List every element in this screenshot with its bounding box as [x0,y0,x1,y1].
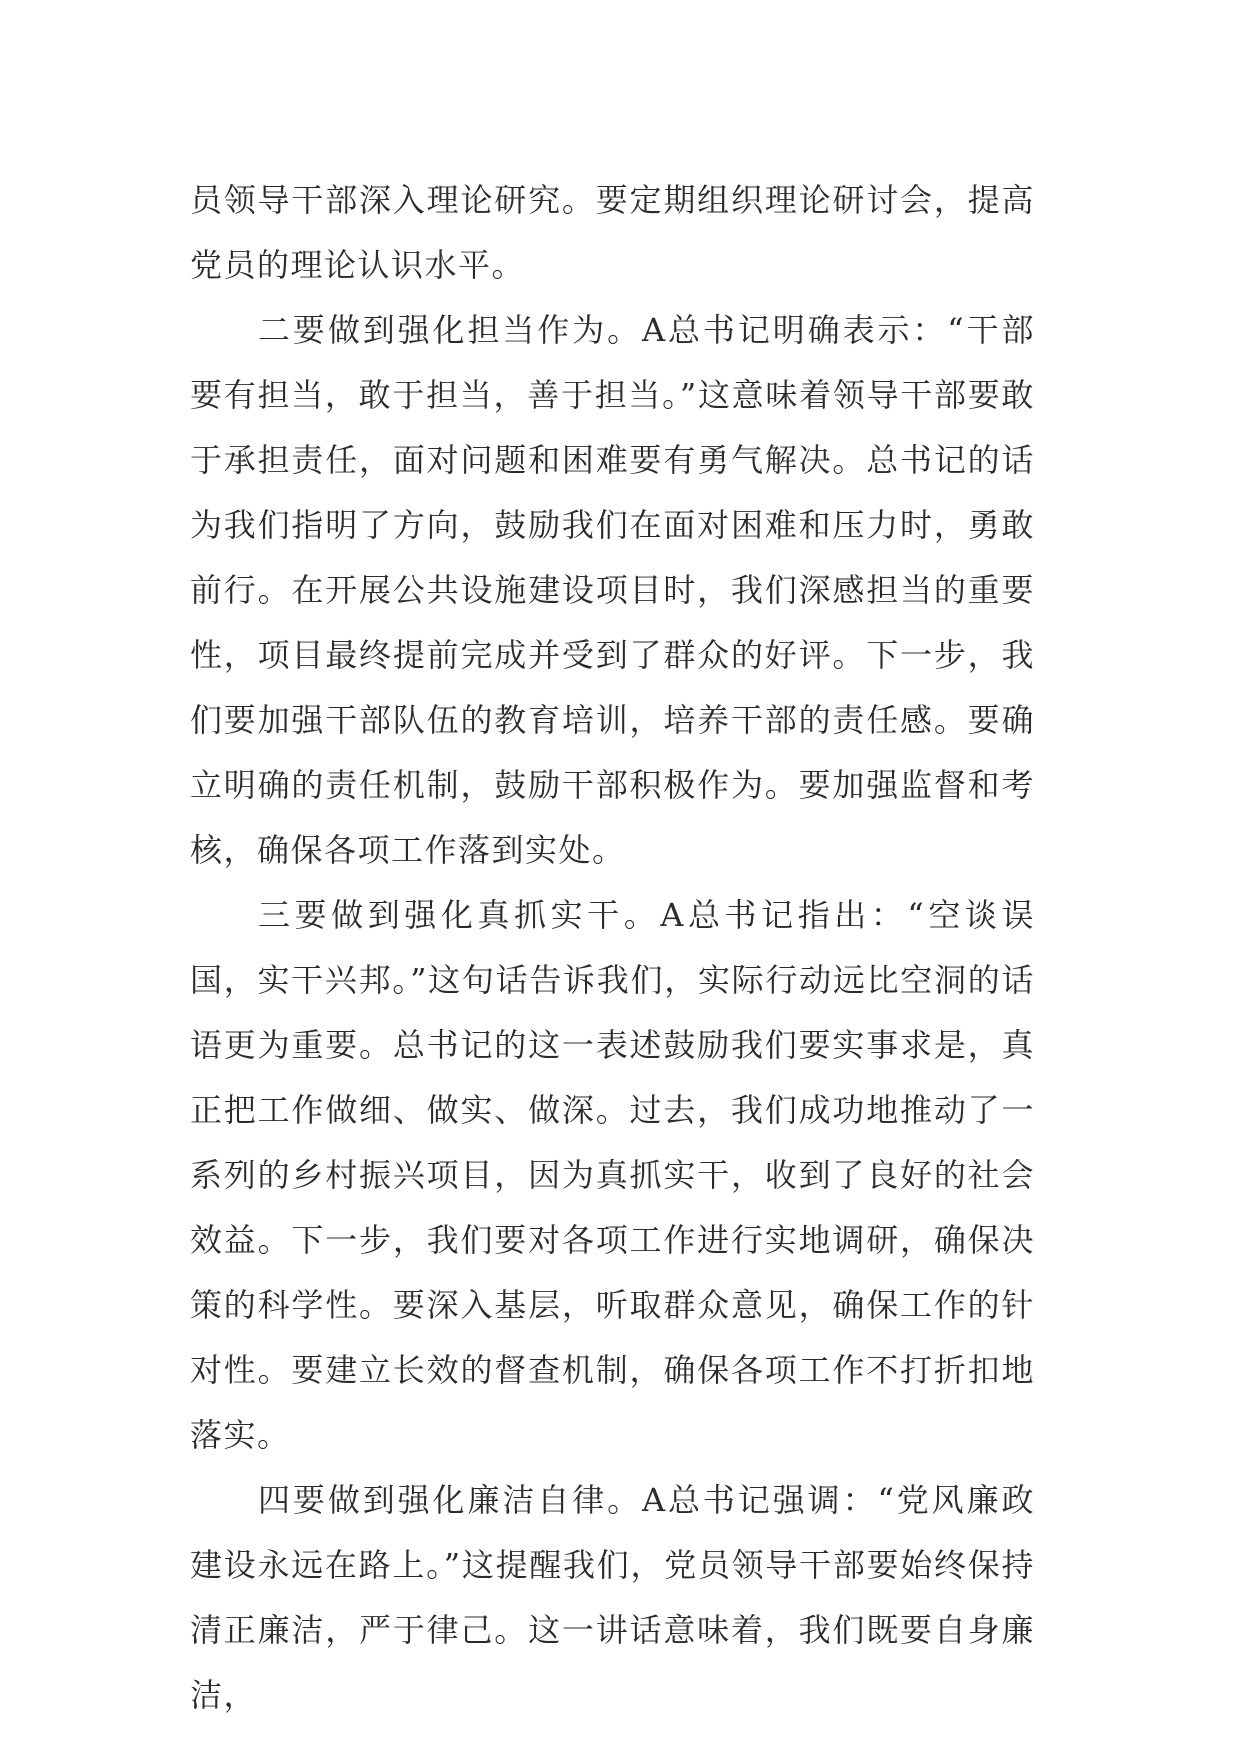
paragraph-continuation: 员领导干部深入理论研究。要定期组织理论研讨会，提高党员的理论认识水平。 [190,181,1035,284]
paragraph-integrity: 四要做到强化廉洁自律。A总书记强调：“党风廉政建设永远在路上。”这提醒我们，党员领导干部要始终保持清正廉洁，严于律己。这一讲话意味着，我们既要自身廉洁， [190,1481,1035,1714]
document-body [190,168,1035,1728]
paragraph-strengthen-responsibility: 二要做到强化担当作为。A总书记明确表示：“干部要有担当，敢于担当，善于担当。”这意味着领导干部要敢于承担责任，面对问题和困难要有勇气解决。总书记的话为我们指明了方向，鼓励我们在面对困难和压力时，勇敢前行。在开展公共设施建设项目时，我们深感担当的重要性，项目最终提前完成并受到了群众的好评。下一步，我们要加强干部队伍的教育培训，培养干部的责任感。要确立明确的责任机制，鼓励干部积极作为。要加强监督和考核，确保各项工作落到实处。 [190,311,1035,869]
paragraph-hard-work: 三要做到强化真抓实干。A总书记指出：“空谈误国，实干兴邦。”这句话告诉我们，实际行动远比空洞的话语更为重要。总书记的这一表述鼓励我们要实事求是，真正把工作做细、做实、做深。过去，我们成功地推动了一系列的乡村振兴项目，因为真抓实干，收到了良好的社会效益。下一步，我们要对各项工作进行实地调研，确保决策的科学性。要深入基层，听取群众意见，确保工作的针对性。要建立长效的督查机制，确保各项工作不打折扣地落实。 [190,896,1035,1454]
